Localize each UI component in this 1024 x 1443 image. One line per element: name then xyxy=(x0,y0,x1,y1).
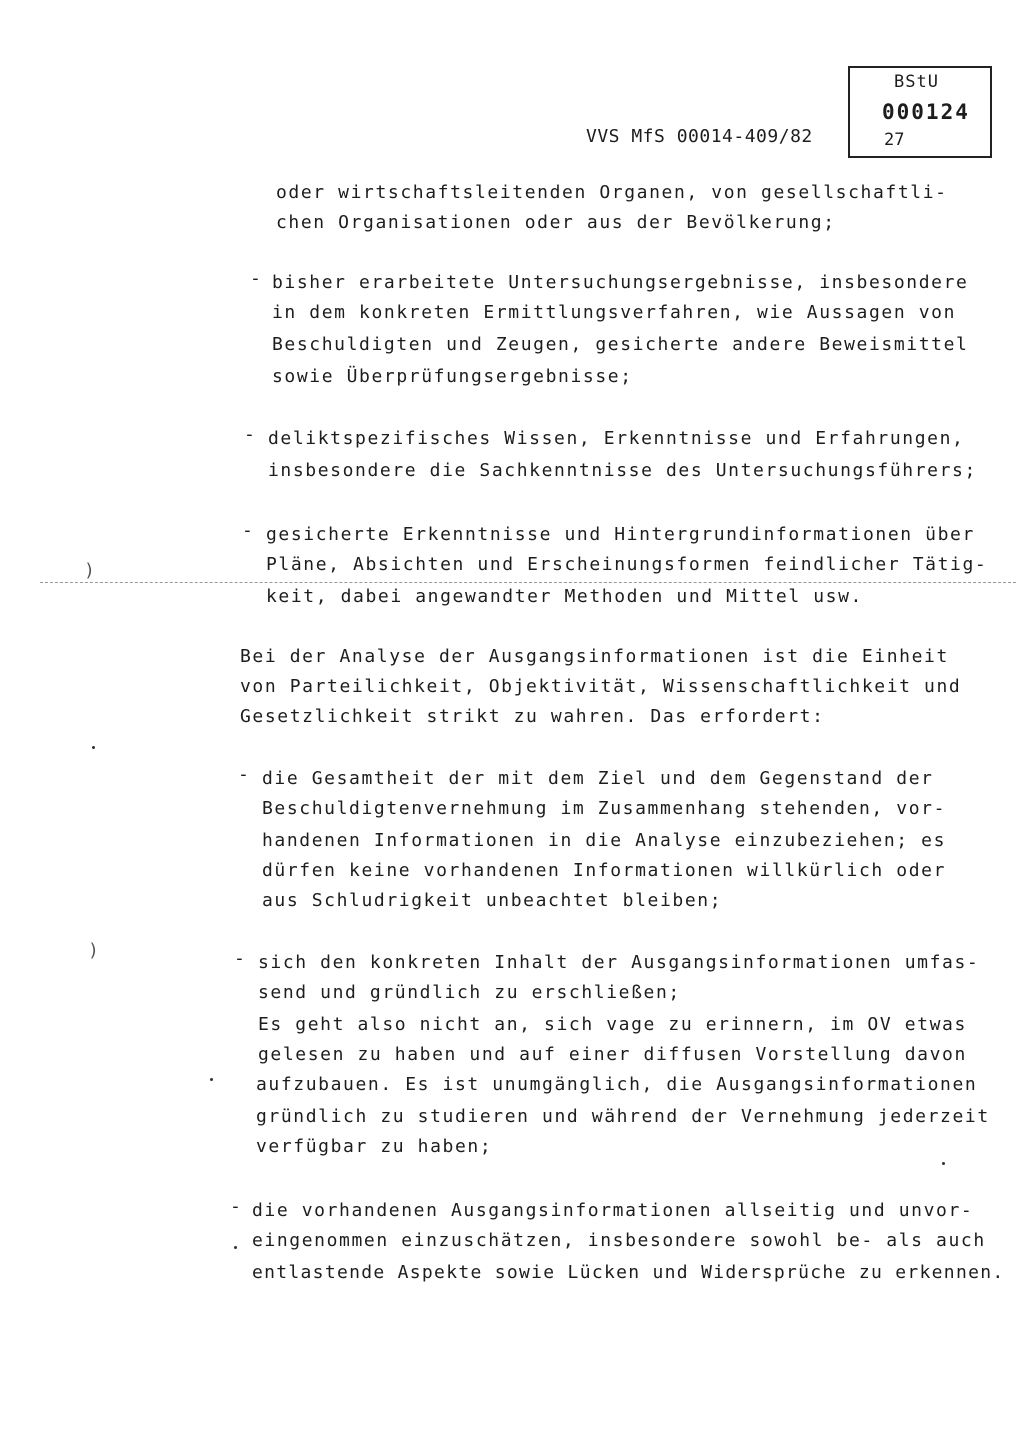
text-line: oder wirtschaftsleitenden Organen, von gesellschaftli- xyxy=(276,182,948,203)
scan-speck xyxy=(210,1078,213,1081)
text-line: keit, dabei angewandter Methoden und Mittel usw. xyxy=(266,586,863,607)
scan-mark: ) xyxy=(84,560,95,581)
archive-stamp xyxy=(848,66,992,158)
text-line: chen Organisationen oder aus der Bevölkerung; xyxy=(276,212,836,233)
text-line: Es geht also nicht an, sich vage zu erinnern, im OV etwas xyxy=(258,1014,967,1035)
text-line: von Parteilichkeit, Objektivität, Wissenschaftlichkeit und xyxy=(240,676,962,697)
text-line: die vorhandenen Ausgangsinformationen allseitig und unvor- xyxy=(252,1200,974,1221)
stamp-number: 000124 xyxy=(882,100,970,124)
text-line: Bei der Analyse der Ausgangsinformationen ist die Einheit xyxy=(240,646,949,667)
stamp-archive-label: BStU xyxy=(894,72,939,92)
text-line: Gesetzlichkeit strikt zu wahren. Das erfordert: xyxy=(240,706,825,727)
scan-speck xyxy=(92,746,95,749)
text-line: sich den konkreten Inhalt der Ausgangsinformationen umfas- xyxy=(258,952,980,973)
text-line: Beschuldigten und Zeugen, gesicherte andere Beweismittel xyxy=(272,334,969,355)
text-line: insbesondere die Sachkenntnisse des Untersuchungsführers; xyxy=(268,460,977,481)
text-line: aufzubauen. Es ist unumgänglich, die Ausgangsinformationen xyxy=(256,1074,978,1095)
text-line: Pläne, Absichten und Erscheinungsformen feindlicher Tätig- xyxy=(266,554,988,575)
list-bullet: - xyxy=(230,1196,241,1217)
text-line: aus Schludrigkeit unbeachtet bleiben; xyxy=(262,890,723,911)
scan-dotted-line xyxy=(40,582,1016,583)
text-line: sowie Überprüfungsergebnisse; xyxy=(272,366,633,387)
scan-mark: ) xyxy=(88,940,99,961)
text-line: deliktspezifisches Wissen, Erkenntnisse und Erfahrungen, xyxy=(268,428,965,449)
list-bullet: - xyxy=(250,268,261,289)
scan-speck xyxy=(942,1162,945,1165)
scan-speck xyxy=(234,1246,237,1249)
list-bullet: - xyxy=(234,948,245,969)
text-line: dürfen keine vorhandenen Informationen willkürlich oder xyxy=(262,860,947,881)
list-bullet: - xyxy=(242,520,253,541)
text-line: Beschuldigtenvernehmung im Zusammenhang stehenden, vor- xyxy=(262,798,947,819)
list-bullet: - xyxy=(238,764,249,785)
stamp-page-number: 27 xyxy=(884,130,905,150)
document-reference: VVS MfS 00014-409/82 xyxy=(586,126,813,147)
text-line: eingenommen einzuschätzen, insbesondere sowohl be- als auch xyxy=(252,1230,986,1251)
list-bullet: - xyxy=(244,424,255,445)
text-line: die Gesamtheit der mit dem Ziel und dem Gegenstand der xyxy=(262,768,934,789)
text-line: gesicherte Erkenntnisse und Hintergrundinformationen über xyxy=(266,524,975,545)
text-line: verfügbar zu haben; xyxy=(256,1136,493,1157)
text-line: handenen Informationen in die Analyse einzubeziehen; es xyxy=(262,830,947,851)
text-line: send und gründlich zu erschließen; xyxy=(258,982,681,1003)
text-line: in dem konkreten Ermittlungsverfahren, wie Aussagen von xyxy=(272,302,957,323)
text-line: bisher erarbeitete Untersuchungsergebnisse, insbesondere xyxy=(272,272,969,293)
text-line: gründlich zu studieren und während der Vernehmung jederzeit xyxy=(256,1106,990,1127)
text-line: gelesen zu haben und auf einer diffusen Vorstellung davon xyxy=(258,1044,967,1065)
text-line: entlastende Aspekte sowie Lücken und Widersprüche zu erkennen. xyxy=(252,1262,1005,1283)
